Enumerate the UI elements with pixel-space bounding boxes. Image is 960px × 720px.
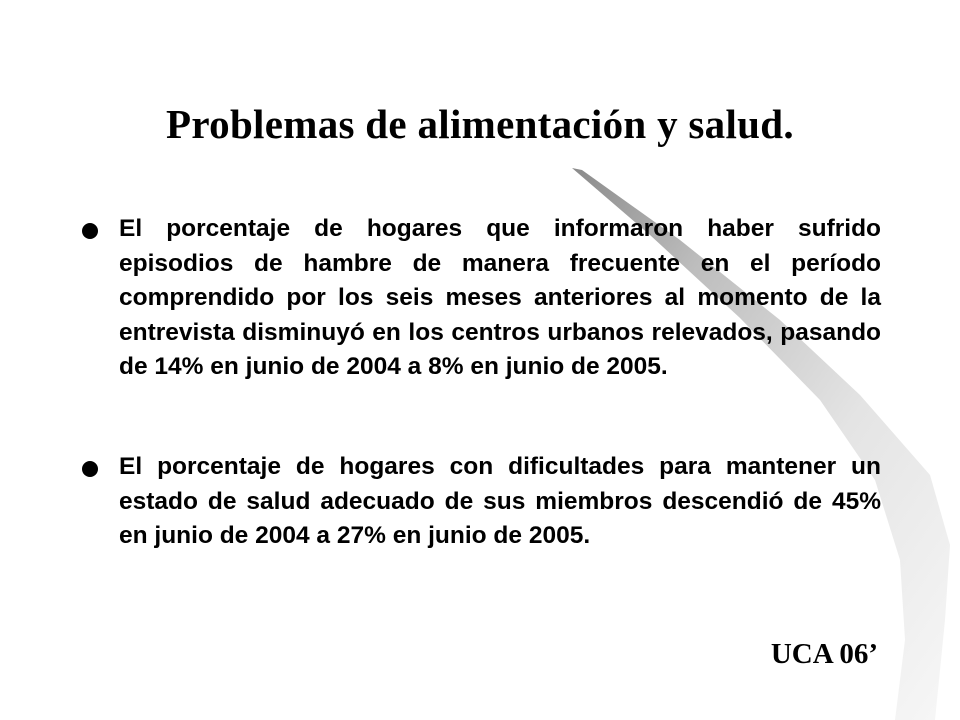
bullet-dot-icon xyxy=(82,461,98,477)
bullet-dot-icon xyxy=(82,223,98,239)
bullet-text: El porcentaje de hogares que informaron haber sufrido episodios de hambre de manera frecuente en el período comprendido por los seis meses anteriores al momento de la entrevista disminuyó en los centros urbanos relevados, pasando de 14% en junio de 2004 a 8% en junio de 2005. xyxy=(119,215,881,380)
bullet-text: El porcentaje de hogares con dificultades para mantener un estado de salud adecuado de sus miembros descendió de 45% en junio de 2004 a 27% en junio de 2005. xyxy=(119,453,881,549)
footer-label: UCA 06’ xyxy=(770,638,878,670)
slide-title: Problemas de alimentación y salud. xyxy=(166,101,794,147)
